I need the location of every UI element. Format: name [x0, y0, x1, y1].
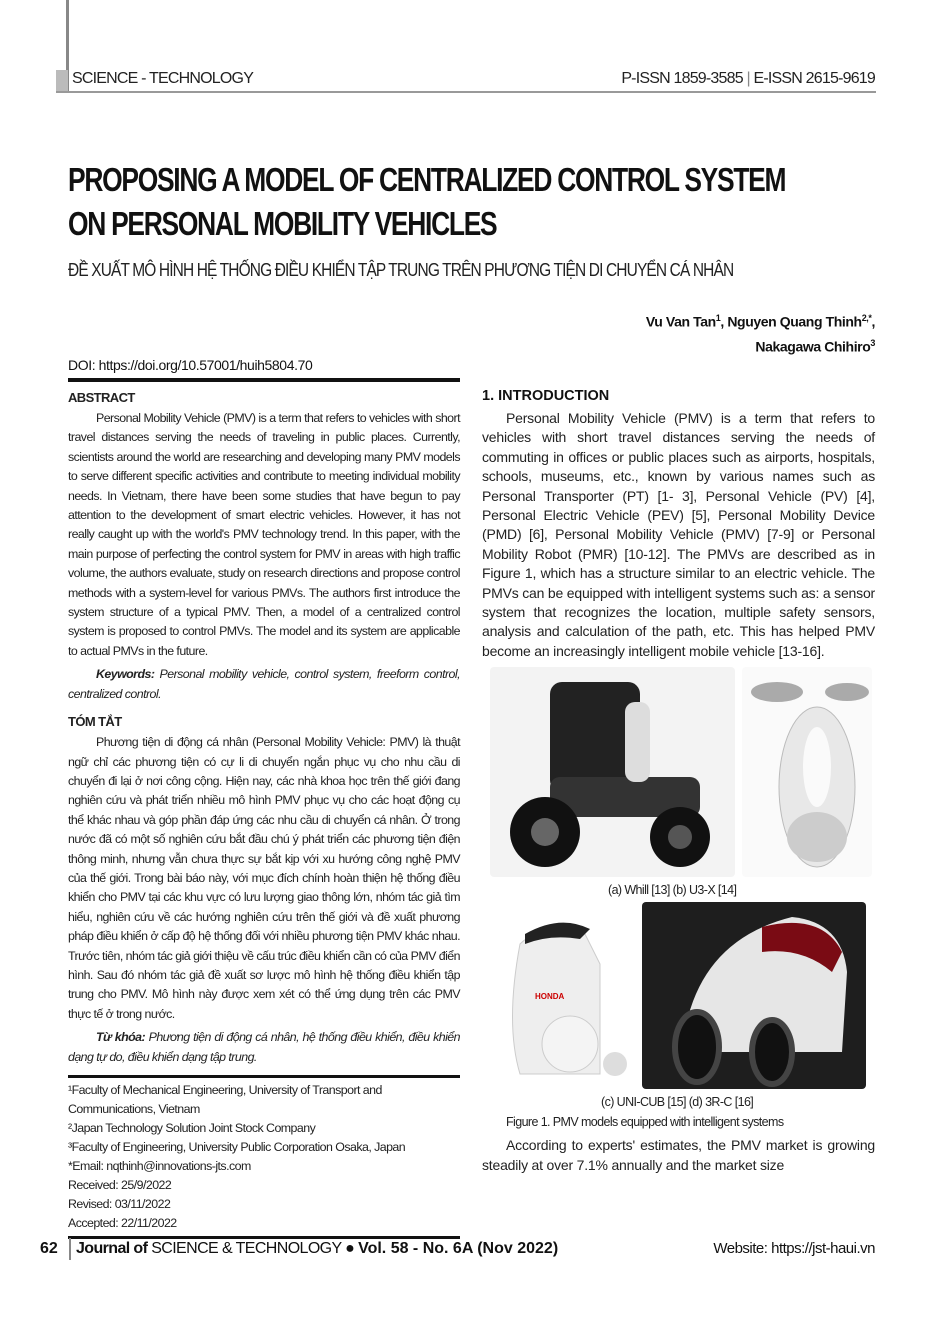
keywords: [68, 665, 460, 704]
author-3-affil: 3: [870, 337, 875, 348]
note-email: *Email: nqthinh@innovations-jts.com: [68, 1159, 251, 1173]
figure-image-whill: [490, 667, 735, 877]
figure-image-u3x: [742, 667, 872, 877]
honda-logo: HONDA: [535, 992, 565, 1002]
tomtat-heading: TÓM TẮT: [68, 714, 122, 730]
author-1-affil: 1: [715, 313, 721, 323]
header-tab-marker: [56, 70, 68, 92]
author-2-affil: 2,*: [861, 313, 872, 323]
journal-name-a: Journal of: [76, 1240, 152, 1257]
abstract-top-rule: [68, 378, 460, 382]
tom-tat: [68, 712, 460, 1067]
paper-title: [68, 158, 785, 246]
authors: [646, 308, 875, 357]
keywords-label: Keywords:: [96, 667, 155, 682]
note-affil-1: ¹Faculty of Mechanical Engineering, University of Transport and Communications, Vietnam: [68, 1083, 382, 1116]
figure-caption-cd: (c) UNI-CUB [15] (d) 3R-C [16]: [601, 1095, 754, 1110]
journal-info: [76, 1240, 558, 1258]
author-separator: ,: [871, 313, 875, 330]
abstract: [68, 388, 460, 704]
note-accepted: Accepted: 22/11/2022: [68, 1216, 177, 1230]
figure-1-caption: Figure 1. PMV models equipped with intelligent systems: [506, 1115, 784, 1130]
note-affil-2: ²Japan Technology Solution Joint Stock Company: [68, 1121, 316, 1135]
eissn: E-ISSN 2615-9619: [753, 70, 875, 87]
keywords-text: Personal mobility vehicle, control system, freeform control, centralized control.: [68, 667, 460, 701]
abstract-heading: ABSTRACT: [68, 390, 135, 405]
figure-image-unicub: [500, 904, 634, 1089]
pissn: P-ISSN 1859-3585: [621, 70, 743, 87]
vietnamese-title: ĐỀ XUẤT MÔ HÌNH HỆ THỐNG ĐIỀU KHIỂN TẬP TRUNG TRÊN PHƯƠNG TIỆN DI CHUYỂN CÁ NHÂN: [68, 260, 734, 280]
wheelchair-illustration: [490, 667, 735, 877]
section-label: SCIENCE - TECHNOLOGY: [72, 70, 254, 87]
issn: [621, 70, 875, 88]
website-link[interactable]: Website: https://jst-haui.vn: [713, 1240, 875, 1257]
figure-image-3rc: [642, 902, 866, 1089]
note-revised: Revised: 03/11/2022: [68, 1197, 171, 1211]
tu-khoa-text: Phương tiện di động cá nhân, hệ thống điều khiển, điều khiển dạng tự do, điều khiển dạng tập trung.: [68, 1030, 460, 1064]
intro-paragraph-2: [482, 1136, 875, 1175]
right-column: [482, 385, 875, 1175]
volume-info: Vol. 58 - No. 6A (Nov 2022): [358, 1240, 559, 1257]
affiliation-notes: [68, 1078, 460, 1236]
unicub-illustration: [500, 904, 634, 1089]
unicycle-illustration: [742, 667, 872, 877]
author-2: , Nguyen Quang Thinh: [720, 313, 862, 330]
tu-khoa-label: Từ khóa:: [96, 1030, 146, 1045]
author-3: Nakagawa Chihiro: [755, 338, 871, 355]
author-1: Vu Van Tan: [645, 313, 716, 330]
tu-khoa: [68, 1028, 460, 1067]
intro-paragraph-1: [482, 409, 875, 661]
doi-link[interactable]: DOI: https://doi.org/10.57001/huih5804.70: [68, 357, 313, 373]
notes-bottom-rule: [68, 1236, 460, 1239]
intro-text-1: Personal Mobility Vehicle (PMV) is a term that refers to vehicles with short travel distances serving the needs of commuting in offices or public places such as airports, hospitals, schools, museums, etc., known by various names such as Personal Transporter (PT) [1- 3], Personal Vehicle (PV) [4], Personal Electric Vehicle (PEV) [5], Personal Mobility Device (PMD) [6], Personal Mobility Vehicle (PMV) [7-9] or Personal Mobility Robot (PMR) [10-12]. The PMVs are described as in Figure 1, which has a structure similar to an electric vehicle. The PMVs can be equipped with intelligent systems such as: a sensor system that recognizes the location, multiple safety sensors, analysis and calculation of the path, etc. This has helped PMV become an increasingly intelligent mobile vehicle [13-16].: [482, 410, 875, 659]
left-column: [68, 378, 460, 1239]
intro-heading: 1. INTRODUCTION: [482, 388, 610, 404]
header-rule: [56, 91, 876, 93]
title-line-2: ON PERSONAL MOBILITY VEHICLES: [68, 205, 497, 242]
note-affil-3: ³Faculty of Engineering, University Public Corporation Osaka, Japan: [68, 1140, 406, 1154]
3rc-illustration: [642, 902, 866, 1089]
figure-1: [482, 667, 875, 1132]
intro-text-2: According to experts' estimates, the PMV market is growing steadily at over 7.1% annually and the market size: [482, 1137, 875, 1173]
footer-bullet: ●: [341, 1240, 359, 1257]
note-received: Received: 25/9/2022: [68, 1178, 172, 1192]
tomtat-text: Phương tiện di động cá nhân (Personal Mobility Vehicle: PMV) là thuật ngữ chỉ các phương tiện có cự li di chuyển ngắn phục vụ cho nhu cầu di chuyển đi lại ở nơi công cộng. Hiện nay, các nhà khoa học trên thế giới đang nghiên cứu và phát triển nhiều mô hình PMV phục vụ cho các hoạt động cụ thể khác nhau và góp phần đáp ứng các nhu cầu di chuyển cá nhân. Ở trong nước đã có một số nghiên cứu bắt đầu chú ý phát triển các phương tiện điện thông minh, nhưng vẫn chưa thực sự bắt kịp với xu hướng công nghệ PMV của thế giới. Trong bài báo này, với mục đích chính hoàn thiện hệ thống điều khiển cho PMV tại các khu vực có lưu lượng giao thông lớn, nhóm tác giả tìm hiểu, nghiên cứu về các hướng nghiên cứu trên thế giới và đề xuất phương pháp điều khiển ở cấp độ hệ thống đối với nhiều phương tiện PMV khác nhau. Trước tiên, nhóm tác giả giới thiệu về cấu trúc điều khiển cần có của PMV điển hình. Sau đó nhóm tác giả đề xuất sơ lược mô hình hệ thống điều khiển tập trung cho PMV. Mô hình này được xem xét có thể ứng dụng trên các PMV thực tế ở trong nước.: [68, 735, 460, 1021]
abstract-text: Personal Mobility Vehicle (PMV) is a term that refers to vehicles with short travel distances serving the needs of traveling in public places. Currently, scientists around the world are researching and developing many PMV models to serve different specific activities and contribute to meeting individual mobility needs. In Vietnam, there have been some studies that have begun to pay attention to the development of smart electric vehicles. However, it has not really caught up with the world's PMV technology trend. In this paper, with the main purpose of perfecting the control system for PMV in areas with high traffic volume, the authors evaluate, study on research directions and propose control methods with a system-level for various PMVs. The authors first introduce the system structure of a typical PMV. Then, a model of a centralized control system is proposed to control PMVs. The model and its system are applicable to actual PMVs in the future.: [68, 411, 460, 658]
figure-caption-ab: (a) Whill [13] (b) U3-X [14]: [608, 883, 737, 898]
page-number: 62: [40, 1240, 58, 1257]
issn-divider: |: [742, 70, 754, 87]
footer-divider: [69, 1238, 71, 1260]
journal-name-b: SCIENCE & TECHNOLOGY: [151, 1240, 342, 1257]
title-line-1: PROPOSING A MODEL OF CENTRALIZED CONTROL SYSTEM: [68, 161, 786, 198]
